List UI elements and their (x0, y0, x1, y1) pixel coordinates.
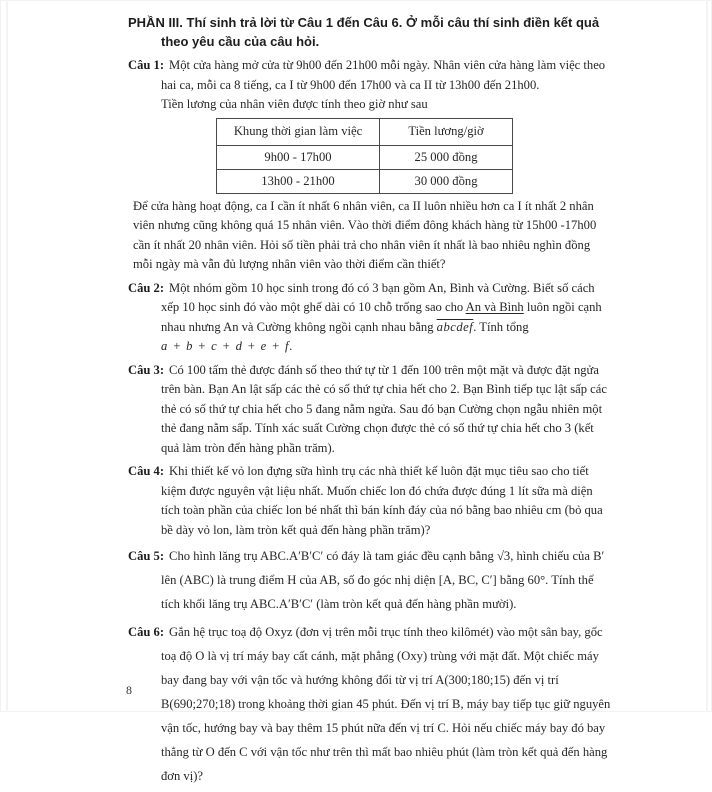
question-2-part2: luôn ngồi cạnh nhau nhưng An và Cường không ngồi cạnh nhau bằng (161, 300, 602, 334)
question-4-label: Câu 4: (128, 464, 165, 478)
salary-row-2-time: 13h00 - 21h00 (217, 169, 380, 193)
salary-table-header-wage: Tiền lương/giờ (380, 118, 513, 145)
salary-row-1-time: 9h00 - 17h00 (217, 145, 380, 169)
page-number: 8 (126, 683, 132, 697)
question-6-body: Gắn hệ trục toạ độ Oxyz (đơn vị trên mỗi trục tính theo kilômét) vào một sân bay, gốc toạ độ O là vị trí máy bay cất cánh, mặt phẳng (Oxy) trùng với mặt đất. Một chiếc máy bay đang bay với vận tốc và hướng không đổi từ vị trí A(300;180;15) đến vị trí B(690;270;18) trong khoảng thời gian 45 phút. Đến vị trí B, máy bay tiếp tục giữ nguyên vận tốc, hướng bay và bay thêm 15 phút nữa đến vị trí C. Hỏi nếu chiếc máy bay đó bay thẳng từ O đến C với vận tốc như trên thì mất bao nhiêu phút (làm tròn kết quả đến hàng đơn vị)? (161, 625, 611, 783)
salary-row-1-wage: 25 000 đồng (380, 145, 513, 169)
question-2-overlined-number: abcdef (436, 319, 474, 334)
salary-table-row-1 (217, 145, 513, 169)
question-4 (128, 462, 612, 540)
question-2-underlined-names: An và Bình (465, 300, 524, 314)
question-4-text (128, 462, 612, 540)
question-1-intro-text: Một cửa hàng mở cửa từ 9h00 đến 21h00 mỗi ngày. Nhân viên cửa hàng làm việc theo hai ca, mỗi ca 8 tiếng, ca I từ 9h00 đến 17h00 và ca II từ 13h00 đến 21h00. (161, 58, 606, 92)
salary-table-row-2 (217, 169, 513, 193)
salary-table-header-row (217, 118, 513, 145)
question-5-label: Câu 5: (128, 549, 165, 563)
question-2-sum-expression: a + b + c + d + e + f. (161, 339, 294, 353)
question-2-part1: Một nhóm gồm 10 học sinh trong đó có 3 bạn gồm An, Bình và Cường. Biết số cách xếp 10 học sinh đó vào một ghế dài có 10 chỗ trống sao cho (161, 280, 595, 314)
salary-table (216, 118, 513, 194)
question-3 (128, 361, 612, 459)
question-5 (128, 544, 612, 616)
salary-row-2-wage: 30 000 đồng (380, 169, 513, 193)
question-3-text (128, 361, 612, 459)
question-2-label: Câu 2: (128, 280, 165, 295)
salary-table-caption: Tiền lương của nhân viên được tính theo giờ như sau (161, 97, 428, 111)
question-3-body: Có 100 tấm thẻ được đánh số theo thứ tự từ 1 đến 100 trên một mặt và được đặt ngửa trên bàn. Bạn An lật sấp các thẻ có số thứ tự chia hết cho 2. Bạn Bình tiếp tục lật sấp các thẻ có số thứ tự chia hết cho 5 đang nằm ngửa. Sau đó bạn Cường chọn ngẫu nhiên một thẻ đang nằm sấp. Tính xác suất Cường chọn được thẻ có số thứ tự chia hết cho 3 (kết quả làm tròn đến hàng phần trăm). (161, 362, 607, 455)
question-6-label: Câu 6: (128, 625, 165, 639)
question-2 (128, 279, 612, 357)
section-header: PHẦN III. Thí sinh trả lời từ Câu 1 đến Câu 6. Ở mỗi câu thí sinh điền kết quả theo yêu cầu của câu hỏi. (128, 15, 600, 49)
salary-table-header-time: Khung thời gian làm việc (217, 118, 380, 145)
question-3-label: Câu 3: (128, 362, 165, 377)
question-6 (128, 620, 612, 788)
question-6-text (128, 620, 612, 788)
exam-content (128, 13, 612, 792)
question-5-body: Cho hình lăng trụ ABC.A′B′C′ có đáy là tam giác đều cạnh bằng √3, hình chiếu của B′ lên (ABC) là trung điểm H của AB, số đo góc nhị diện [A, BC, C′] bằng 60°. Tính thể tích khối lăng trụ ABC.A′B′C′ (làm tròn kết quả đến hàng phần mười). (161, 549, 605, 611)
question-2-part3: . Tính tổng (473, 319, 529, 334)
question-1 (128, 56, 612, 275)
question-1-body: Để cửa hàng hoạt động, ca I cần ít nhất 6 nhân viên, ca II luôn nhiều hơn ca I ít nhất 2 nhân viên nhưng cũng không quá 15 nhân viên. Vào thời điểm đông khách hàng từ 15h00 -17h00 cần ít nhất 20 nhân viên. Hỏi số tiền phải trả cho nhân viên ít nhất là bao nhiêu nghìn đồng mỗi ngày mà vẫn đủ lượng nhân viên vào thời điểm cần thiết? (133, 198, 597, 271)
question-4-body: Khi thiết kế vỏ lon đựng sữa hình trụ các nhà thiết kế luôn đặt mục tiêu sao cho tiết kiệm được nguyên vật liệu nhất. Muốn chiếc lon đó chứa được đúng 1 lít sữa mà diện tích toàn phần của chiếc lon bé nhất thì bán kính đáy của nó bằng bao nhiêu cm (bỏ qua bề dày vỏ lon, làm tròn kết quả đến hàng phần trăm)? (161, 464, 603, 537)
question-2-text (128, 279, 612, 338)
question-5-text (128, 544, 612, 616)
question-1-intro (128, 56, 612, 95)
question-1-label: Câu 1: (128, 58, 165, 72)
